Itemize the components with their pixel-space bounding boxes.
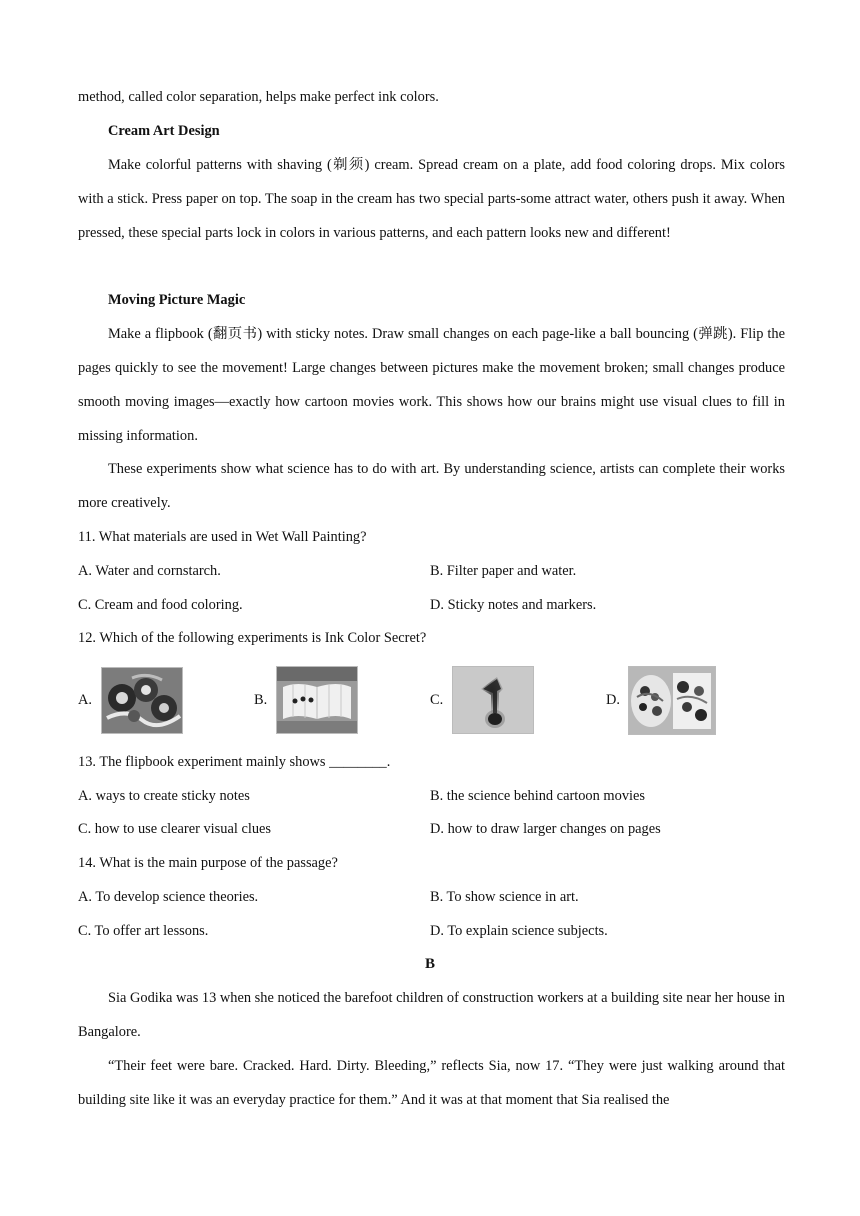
question-13-stem: 13. The flipbook experiment mainly shows ________. [78, 754, 391, 770]
passage-a-conclusion: These experiments show what science has to do with art. By understanding science, artists can complete their works more creatively. [78, 461, 785, 511]
question-14-option-d: D. To explain science subjects. [430, 923, 608, 939]
question-12-option-a-label: A. [78, 692, 92, 708]
question-12-option-b-label: B. [254, 692, 268, 708]
question-12-option-d-image [628, 666, 716, 735]
question-14-option-a: A. To develop science theories. [78, 889, 259, 905]
passage-b-paragraph-1: Sia Godika was 13 when she noticed the barefoot children of construction workers at a building site near her house in Bangalore. [78, 990, 785, 1040]
passage-b-label: B [424, 956, 435, 972]
question-12-option-c-image [452, 666, 534, 734]
section-body-cream-art: Make colorful patterns with shaving (剃须) cream. Spread cream on a plate, add food coloring drops. Mix colors with a stick. Press paper on top. The soap in the cream has two special parts-some attract water, others push it away. When pressed, these special parts lock in colors in various patterns, and each pattern looks new and different! [78, 157, 785, 241]
question-13-option-b: B. the science behind cartoon movies [430, 788, 645, 804]
question-12-option-c-label: C. [430, 692, 444, 708]
question-13-option-c: C. how to use clearer visual clues [78, 821, 272, 837]
question-14-option-b: B. To show science in art. [430, 889, 579, 905]
section-heading-cream-art: Cream Art Design [108, 123, 220, 139]
section-heading-moving-picture: Moving Picture Magic [108, 292, 246, 308]
section-body-moving-picture: Make a flipbook (翻页书) with sticky notes. Draw small changes on each page-like a ball bouncing (弹跳). Flip the pages quickly to see the movement! Large changes between pictures make the movement broken; small changes produce smooth moving images—exactly how cartoon movies work. This shows how our brains might use visual clues to fill in missing information. [78, 326, 785, 444]
passage-b-paragraph-2: “Their feet were bare. Cracked. Hard. Dirty. Bleeding,” reflects Sia, now 17. “They were just walking around that building site like it was an everyday practice for them.” And it was at that moment that Sia realised the [78, 1058, 785, 1108]
question-12-option-a-image [101, 667, 183, 734]
passage-a-intro-tail: method, called color separation, helps make perfect ink colors. [78, 89, 439, 105]
question-12-option-d-label: D. [606, 692, 620, 708]
question-14-stem: 14. What is the main purpose of the passage? [78, 855, 338, 871]
question-11-option-c: C. Cream and food coloring. [78, 597, 243, 613]
question-13-option-a: A. ways to create sticky notes [78, 788, 250, 804]
question-11-option-a: A. Water and cornstarch. [78, 563, 221, 579]
question-11-option-b: B. Filter paper and water. [430, 563, 577, 579]
question-14-option-c: C. To offer art lessons. [78, 923, 209, 939]
question-12-stem: 12. Which of the following experiments is Ink Color Secret? [78, 630, 427, 646]
question-13-option-d: D. how to draw larger changes on pages [430, 821, 661, 837]
question-12-option-b-image [276, 666, 358, 734]
question-11-option-d: D. Sticky notes and markers. [430, 597, 597, 613]
question-11-stem: 11. What materials are used in Wet Wall Painting? [78, 529, 367, 545]
